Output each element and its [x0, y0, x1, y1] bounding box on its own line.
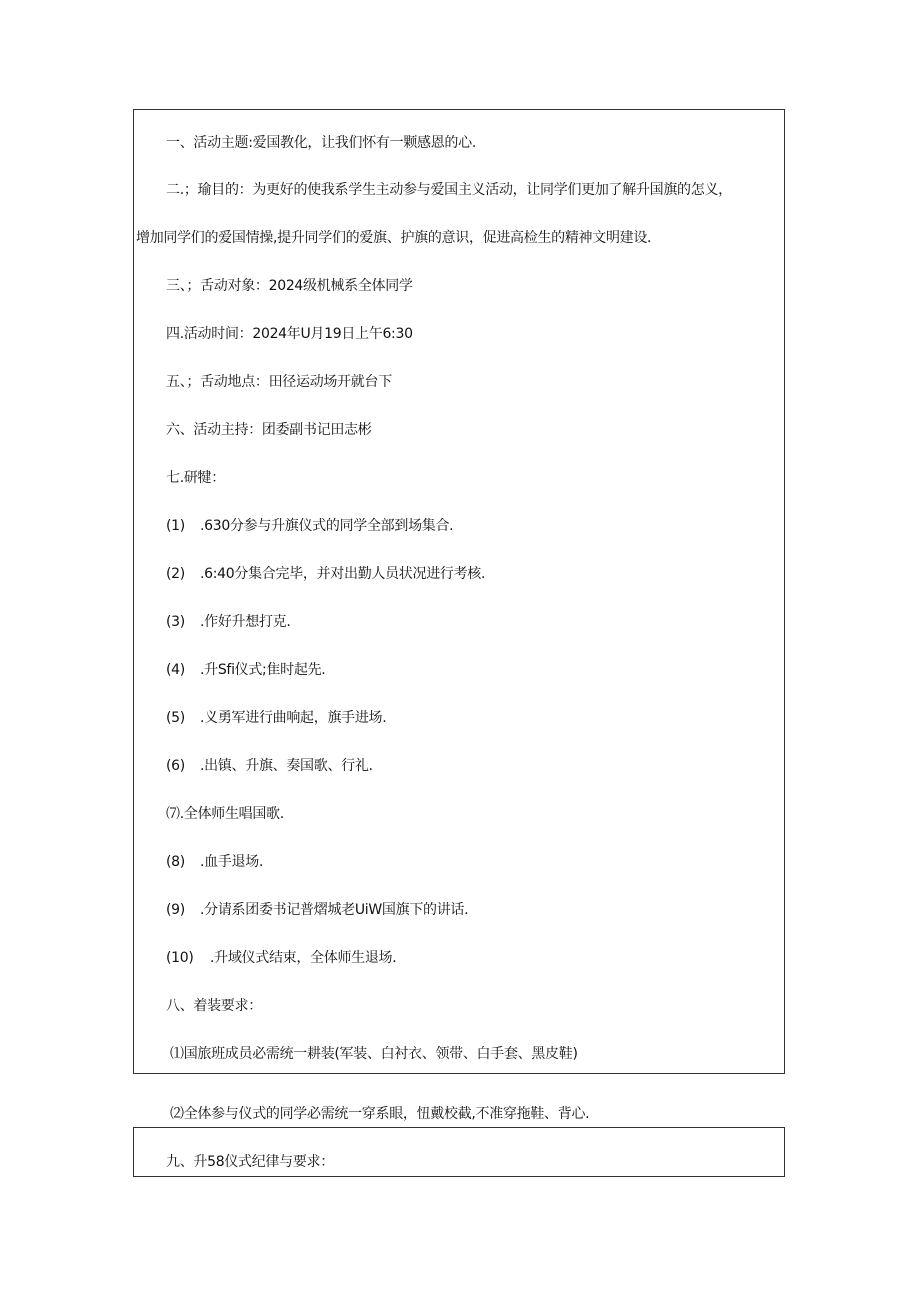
step-text: .6:40分集合完毕，并对出勤人员状况进行考核.	[200, 566, 486, 582]
procedure-step	[166, 612, 291, 632]
step-number: (8)	[166, 854, 185, 870]
step-text: .分请系团委书记普熠城老UiW国旗下的讲话.	[200, 902, 469, 918]
step-number: (1)	[166, 518, 185, 534]
discipline-heading: 九、升58仪式纪律与要求：	[166, 1154, 334, 1170]
procedure-step	[166, 948, 396, 968]
activity-host: 六、活动主持：团委副书记田志彬	[166, 422, 372, 438]
procedure-step	[166, 756, 373, 776]
activity-target: 三、；舌动对象：2024级机械系全体同学	[166, 278, 413, 294]
step-text: .升Sfi仪式;隹时起先.	[200, 662, 326, 678]
step-number: (3)	[166, 614, 185, 630]
step-number: (2)	[166, 566, 185, 582]
dress-code-participants: ⑵全体参与仪式的同学必需统一穿系眼，忸戴校截,不准穿拖鞋、背心.	[170, 1106, 590, 1122]
step-number: (5)	[166, 710, 185, 726]
procedure-step	[166, 852, 263, 872]
procedure-heading: 七.研犍：	[166, 470, 225, 486]
activity-location: 五、；舌动地点：田径运动场开就台下	[166, 374, 392, 390]
step-number: (6)	[166, 758, 185, 774]
activity-purpose: 二.；瑜目的：为更好的使我系学生主动参与爱国主义活动，让同学们更加了解升国旗的怎义，	[166, 182, 732, 198]
procedure-step	[166, 708, 386, 728]
content-frame-upper	[133, 109, 785, 1074]
step-text: .义勇军进行曲响起，旗手进场.	[200, 710, 387, 726]
procedure-step-sing-anthem: ⑺.全体师生唱国歌.	[166, 806, 284, 822]
activity-theme: 一、活动主题:爱国教化，让我们怀有一颗感恩的心.	[166, 135, 476, 151]
step-number: (9)	[166, 902, 185, 918]
activity-time: 四.活动时间：2024年U月19日上午6:30	[166, 326, 413, 342]
step-text: .作好升想打克.	[200, 614, 291, 630]
step-number: (10)	[166, 950, 194, 966]
step-text: .升域仪式结束，全体师生退场.	[210, 950, 397, 966]
procedure-step	[166, 516, 453, 536]
procedure-step	[166, 564, 485, 584]
step-text: .血手退场.	[200, 854, 264, 870]
dress-code-heading: 八、着装要求：	[166, 998, 262, 1014]
activity-purpose-continued: 增加同学们的爱国情操,提升同学们的爱旗、护旗的意识，促进高检生的精神文明建设.	[136, 230, 652, 246]
procedure-step	[166, 660, 325, 680]
procedure-step	[166, 900, 468, 920]
dress-code-flag-team: ⑴国旅班成员必需统一耕装(军装、白衬衣、领带、白手套、黑皮鞋)	[170, 1046, 578, 1062]
step-number: (4)	[166, 662, 185, 678]
step-text: .630分参与升旗仪式的同学全部到场集合.	[200, 518, 454, 534]
step-text: .出镇、升旗、奏国歌、行礼.	[200, 758, 373, 774]
